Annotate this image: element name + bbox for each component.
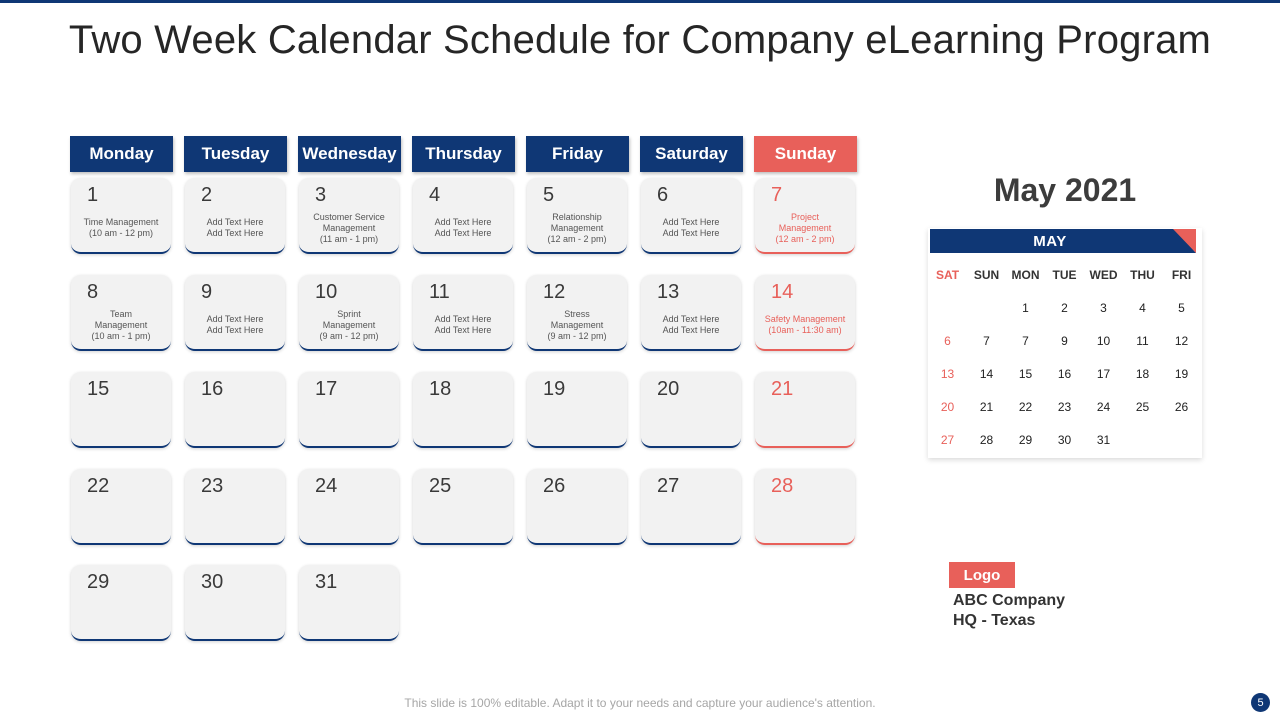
mini-weekday-fri: FRI [1171,268,1192,282]
day-cell-7[interactable] [755,178,855,254]
day-event-text [645,497,737,541]
day-cell-31[interactable] [299,565,399,641]
day-number: 23 [201,475,224,497]
day-event-text: Add Text Here Add Text Here [206,314,264,335]
day-number: 20 [657,378,680,400]
day-cell-28[interactable] [755,469,855,545]
mini-date[interactable]: 6 [944,334,951,348]
day-number: 14 [771,281,794,303]
mini-date[interactable]: 27 [940,433,955,447]
day-number: 13 [657,281,680,303]
day-number: 24 [315,475,338,497]
day-cell-21[interactable] [755,372,855,448]
day-number: 8 [87,281,99,303]
mini-weekday-tue: TUE [1052,268,1077,282]
mini-date[interactable]: 16 [1057,367,1072,381]
day-event-text [531,497,623,541]
day-number: 7 [771,184,783,206]
day-number: 30 [201,571,224,593]
day-cell-26[interactable] [527,469,627,545]
mini-weekday-wed: WED [1089,268,1118,282]
mini-date[interactable]: 30 [1057,433,1072,447]
day-event-text: Stress Management (9 am - 12 pm) [547,308,607,341]
weekday-header-tuesday: Tuesday [184,136,287,172]
company-name: ABC Company [953,592,1066,609]
mini-date[interactable]: 28 [979,433,994,447]
weekday-header-monday: Monday [70,136,173,172]
weekday-header-wednesday: Wednesday [298,136,401,172]
day-number: 2 [201,184,213,206]
day-cell-16[interactable] [185,372,285,448]
day-cell-20[interactable] [641,372,741,448]
day-cell-4[interactable] [413,178,513,254]
day-event-text [303,593,395,637]
day-number: 11 [429,281,450,303]
mini-date[interactable]: 7 [1022,334,1029,348]
day-number: 16 [201,378,224,400]
day-event-text [417,497,509,541]
day-cell-24[interactable] [299,469,399,545]
day-number: 9 [201,281,213,303]
day-number: 1 [87,184,99,206]
day-number: 5 [543,184,555,206]
day-cell-15[interactable] [71,372,171,448]
day-event-text [417,400,509,444]
day-event-text [75,400,167,444]
day-number: 29 [87,571,110,593]
mini-date[interactable]: 19 [1174,367,1189,381]
day-event-text: Relationship Management (12 am - 2 pm) [547,211,607,244]
mini-date[interactable]: 7 [983,334,990,348]
weekday-header-friday: Friday [526,136,629,172]
day-event-text: Add Text Here Add Text Here [662,217,720,238]
day-cell-23[interactable] [185,469,285,545]
day-cell-1[interactable] [71,178,171,254]
mini-date[interactable]: 24 [1096,400,1111,414]
mini-date[interactable]: 26 [1174,400,1189,414]
day-event-text [189,400,281,444]
day-number: 27 [657,475,680,497]
day-event-text [75,593,167,637]
mini-weekday-sat: SAT [935,268,960,282]
day-cell-12[interactable] [527,275,627,351]
weekday-header-thursday: Thursday [412,136,515,172]
day-number: 3 [315,184,327,206]
day-cell-11[interactable] [413,275,513,351]
day-number: 26 [543,475,566,497]
mini-date[interactable]: 22 [1018,400,1033,414]
day-number: 18 [429,378,452,400]
slide-title: Two Week Calendar Schedule for Company eLearning Program [68,18,1212,62]
day-cell-19[interactable] [527,372,627,448]
mini-date[interactable]: 20 [940,400,955,414]
day-cell-25[interactable] [413,469,513,545]
page-number: 5 [1251,693,1270,712]
day-number: 17 [315,378,338,400]
day-cell-13[interactable] [641,275,741,351]
day-event-text [759,400,851,444]
day-event-text: Add Text Here Add Text Here [206,217,264,238]
logo-badge: Logo [949,562,1015,588]
day-number: 28 [771,475,794,497]
mini-date[interactable]: 18 [1135,367,1150,381]
day-event-text: Project Management (12 am - 2 pm) [775,211,835,244]
mini-date[interactable]: 31 [1096,433,1111,447]
day-cell-10[interactable] [299,275,399,351]
mini-date[interactable]: 17 [1096,367,1111,381]
day-event-text: Sprint Management (9 am - 12 pm) [319,308,379,341]
mini-date[interactable]: 4 [1139,301,1146,315]
day-cell-6[interactable] [641,178,741,254]
mini-date[interactable]: 3 [1100,301,1107,315]
mini-date[interactable]: 13 [940,367,955,381]
day-event-text: Add Text Here Add Text Here [434,217,492,238]
mini-date[interactable]: 14 [979,367,994,381]
day-number: 22 [87,475,110,497]
top-accent-rule [0,0,1280,3]
day-cell-22[interactable] [71,469,171,545]
day-cell-9[interactable] [185,275,285,351]
day-number: 25 [429,475,452,497]
day-cell-17[interactable] [299,372,399,448]
company-location: HQ - Texas [953,612,1036,629]
day-cell-18[interactable] [413,372,513,448]
day-number: 12 [543,281,566,303]
mini-date[interactable]: 21 [979,400,994,414]
day-number: 19 [543,378,566,400]
day-cell-3[interactable] [299,178,399,254]
mini-calendar-month-label: MAY [1033,232,1067,250]
mini-weekday-sun: SUN [973,268,1000,282]
mini-date[interactable]: 25 [1135,400,1150,414]
day-event-text: Team Management (10 am - 1 pm) [91,308,151,341]
day-number: 31 [315,571,338,593]
day-cell-14[interactable] [755,275,855,351]
day-number: 4 [429,184,441,206]
day-event-text [75,497,167,541]
mini-date[interactable]: 15 [1018,367,1033,381]
day-number: 6 [657,184,669,206]
day-event-text: Time Management (10 am - 12 pm) [83,217,159,238]
day-event-text [303,400,395,444]
mini-date[interactable]: 10 [1096,334,1111,348]
mini-date[interactable]: 2 [1061,301,1068,315]
mini-date[interactable]: 23 [1057,400,1072,414]
day-number: 21 [771,378,794,400]
day-cell-5[interactable] [527,178,627,254]
day-event-text: Safety Management (10am - 11:30 am) [764,314,846,335]
day-event-text [759,497,851,541]
day-cell-2[interactable] [185,178,285,254]
mini-calendar-title: May 2021 [993,172,1137,208]
mini-date[interactable]: 11 [1136,334,1149,348]
weekday-header-sunday: Sunday [754,136,857,172]
mini-calendar [928,228,1202,458]
day-event-text [531,400,623,444]
mini-date[interactable]: 5 [1178,301,1185,315]
day-cell-8[interactable] [71,275,171,351]
mini-weekday-thu: THU [1130,268,1155,282]
mini-date[interactable]: 29 [1018,433,1033,447]
day-event-text [189,497,281,541]
day-cell-27[interactable] [641,469,741,545]
mini-date[interactable]: 9 [1061,334,1068,348]
day-event-text: Add Text Here Add Text Here [662,314,720,335]
day-event-text: Add Text Here Add Text Here [434,314,492,335]
day-event-text: Customer Service Management (11 am - 1 pm) [313,211,385,244]
weekday-header-saturday: Saturday [640,136,743,172]
day-number: 15 [87,378,110,400]
day-cell-30[interactable] [185,565,285,641]
mini-date[interactable]: 12 [1174,334,1189,348]
day-event-text [645,400,737,444]
day-event-text [189,593,281,637]
mini-date[interactable]: 1 [1022,301,1029,315]
footer-note: This slide is 100% editable. Adapt it to your needs and capture your audience's attention. [404,696,876,710]
mini-weekday-mon: MON [1011,268,1040,282]
day-number: 10 [315,281,338,303]
day-event-text [303,497,395,541]
day-cell-29[interactable] [71,565,171,641]
